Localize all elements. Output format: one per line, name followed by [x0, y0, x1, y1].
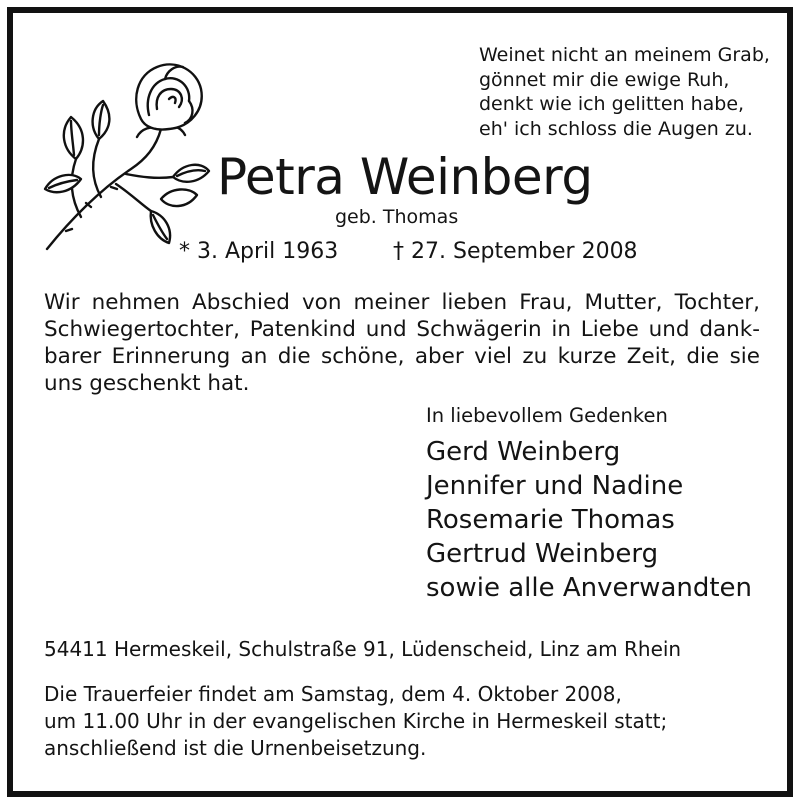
poem-line: eh' ich schloss die Augen zu.	[479, 117, 753, 140]
rose-icon	[41, 59, 211, 254]
obituary-notice	[7, 7, 793, 797]
funeral-line: Die Trauerfeier findet am Samstag, dem 4. Oktober 2008,	[44, 682, 622, 706]
mourner-list	[426, 435, 752, 605]
poem-line: gönnet mir die ewige Ruh,	[479, 68, 730, 91]
farewell-message: Wir nehmen Abschied von meiner lieben Frau, Mutter, Tochter, Schwiegertochter, Patenkind und Schwägerin in Liebe und dank-barer Erinnerung an die schöne, aber viel zu kurze Zeit, die sie uns geschenkt hat.	[44, 290, 760, 396]
funeral-info	[44, 681, 667, 762]
mourner-name: Rosemarie Thomas	[426, 505, 675, 535]
maiden-name: geb. Thomas	[335, 206, 459, 228]
memory-heading: In liebevollem Gedenken	[426, 404, 668, 427]
mourner-name: Jennifer und Nadine	[426, 471, 684, 501]
death-date: † 27. September 2008	[393, 239, 638, 264]
poem	[479, 43, 770, 141]
funeral-line: anschließend ist die Urnenbeisetzung.	[44, 736, 427, 760]
poem-line: denkt wie ich gelitten habe,	[479, 93, 745, 115]
address: 54411 Hermeskeil, Schulstraße 91, Lüdenscheid, Linz am Rhein	[44, 637, 682, 661]
mourner-name: Gerd Weinberg	[426, 437, 621, 467]
funeral-line: um 11.00 Uhr in der evangelischen Kirche in Hermeskeil statt;	[44, 709, 668, 733]
mourner-name: sowie alle Anverwandten	[426, 573, 753, 603]
birth-date: * 3. April 1963	[179, 239, 339, 264]
deceased-name: Petra Weinberg	[217, 148, 593, 206]
poem-line: Weinet nicht an meinem Grab,	[479, 44, 770, 66]
mourner-name: Gertrud Weinberg	[426, 539, 659, 569]
